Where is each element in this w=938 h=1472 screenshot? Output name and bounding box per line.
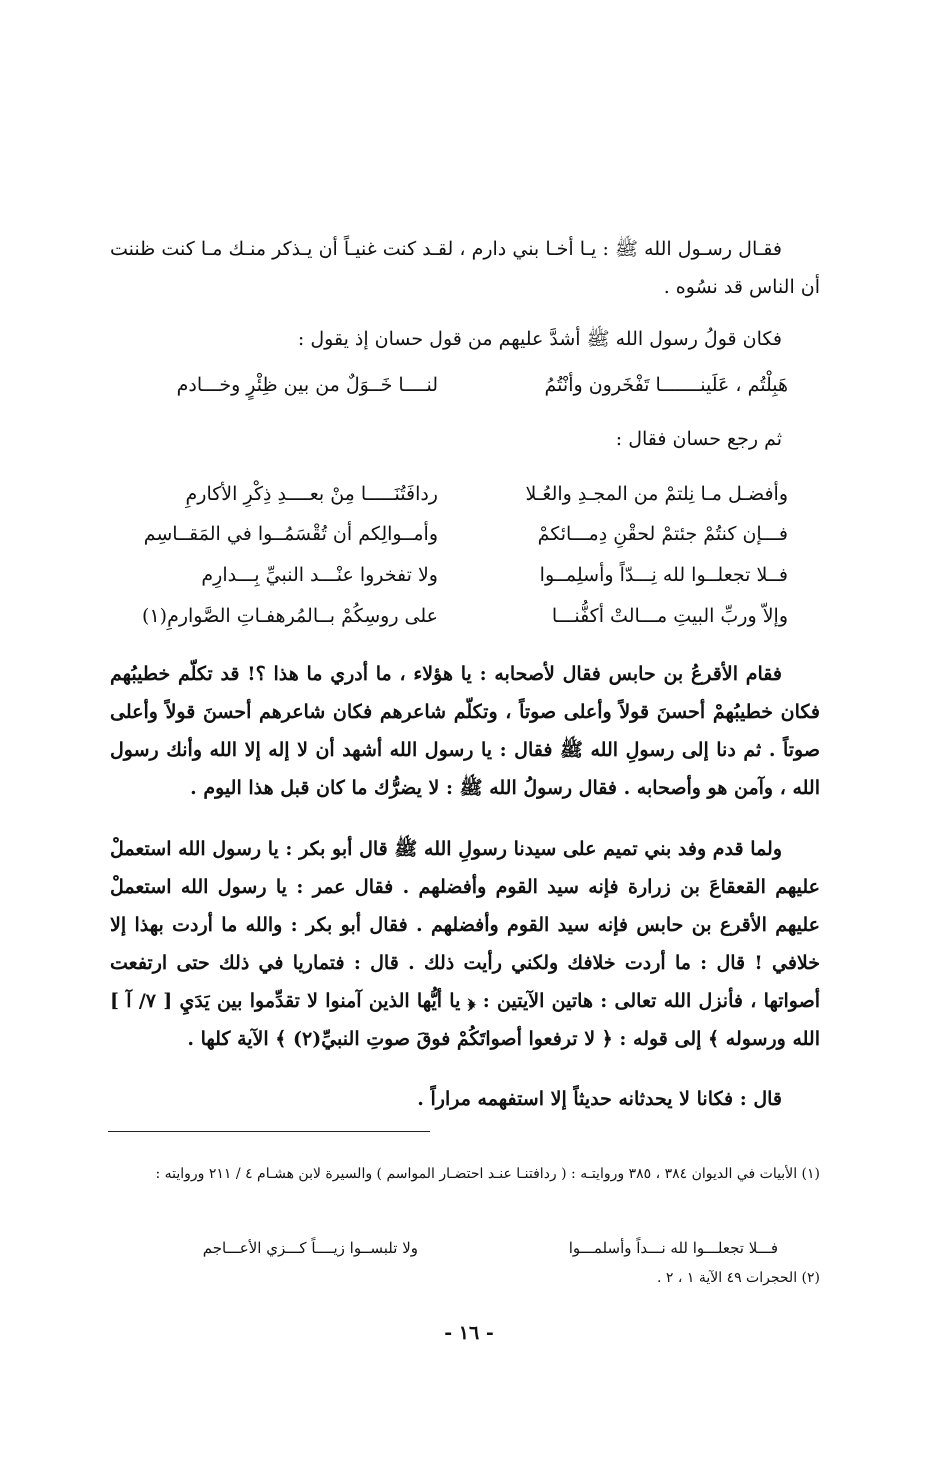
verse-first-hemistich: فــلا تجعلــوا لله نِـــدّاً وأسلِمــوا [539,564,788,586]
footnote-verse-line [158,1234,778,1262]
verse-line [138,475,788,513]
paragraph-closing: قال : فكانا لا يحدثانه حديثاً إلا استفهمه مراراً . [417,1088,782,1110]
verse-first-hemistich: فـــإن كنتُمْ جئتمْ لحقْنِ دِمـــائكمْ [537,523,788,545]
verse-first-hemistich: وأفضـل مـا نِلتمْ من المجـدِ والعُـلا [525,483,788,505]
verse-first-hemistich: فـــلا تجعلـــوا لله نـــداً وأسلمـــوا [568,1239,778,1257]
verse-second-hemistich: ولا تفخروا عنْـــد النبيِّ بِـــدارِم [201,564,438,586]
verse-second-hemistich: وأمــوالِكم أن تُقْسَمُــوا في المَقــاسِم [143,523,438,545]
verse-line [138,556,788,594]
footnote-2: (٢) الحجرات ٤٩ الآية ١ ، ٢ . [656,1270,820,1286]
paragraph-prophet-reply: فقـال رسـول الله ﷺ : يـا أخـا بني دارم ، لقـد كنت غنيـاً أن يـذكر منـك مـا كنت ظننت أن الناس قد نسُوه . [110,238,820,298]
verse-second-hemistich: لنــــا خَــوَلٌ من بين ظِئْرٍ وخـــادم [176,374,438,396]
footnote-separator [108,1131,430,1132]
paragraph-aqra-speech: فقام الأقرعُ بن حابس فقال لأصحابه : يا هؤلاء ، ما أدري ما هذا ؟! قد تكلّم خطيبُهم فكان خطيبُهمْ أحسنَ قولاً وأعلى صوتاً ، وتكلّم شاعرهم فكان شاعرهم أحسنَ قولاً وأعلى صوتاً . ثم دنا إلى رسولِ الله ﷺ فقال : يا رسول الله أشهد أن لا إله إلا الله وأنك رسول الله ، وآمن هو وأصحابه . فقال رسولُ الله ﷺ : لا يضرُّك ما كان قبل هذا اليوم . [110,663,820,799]
footnote-1: (١) الأبيات في الديوان ٣٨٤ ، ٣٨٥ وروايتـه : ( ردافتنـا عنـد احتضـار المواسم ) والسيرة لابن هشـام ٤ / ٢١١ وروايته : [155,1166,820,1182]
verse-line [138,597,788,635]
paragraph-tamim-delegation: ولما قدم وفد بني تميم على سيدنا رسولِ الله ﷺ قال أبو بكر : يا رسول الله استعملْ عليهم القعقاعَ بن زرارة فإنه سيد القوم وأفضلهم . فقال عمر : يا رسول الله استعملْ عليهم الأقرع بن حابس فإنه سيد القوم وأفضلهم . فقال أبو بكر : والله ما أردت بهذا إلا خلافي ! قال : ما أردت خلافك ولكني رأيت ذلك . قال : فتماريا في ذلك حتى ارتفعت أصواتها ، فأنزل الله تعالى : هاتين الآيتين : ﴿ يا أيُّها الذين آمنوا لا تقدِّموا بين يَدَيِ [ ٧/ آ ] الله ورسوله ﴾ إلى قوله : ﴿ لا ترفعوا أصواتَكُمْ فوقَ صوتِ النبيِّ(٢) ﴾ الآية كلها . [110,838,821,1050]
verse-second-hemistich: ولا تلبســوا زيــــاً كـــزي الأعـــاجم [202,1239,418,1257]
verse-second-hemistich: ردافَتُنَـــــا مِنْ بعــــدِ ذِكْرِ الأكارمِ [185,483,438,505]
verse-line [138,515,788,553]
page-number: - ١٦ - [444,1322,494,1344]
paragraph-hassan-return: ثم رجع حسان فقال : [615,428,782,450]
paragraph-hassan-intro: فكان قولُ رسول الله ﷺ أشدَّ عليهم من قول حسان إذ يقول : [297,328,782,350]
verse-second-hemistich: على روسِكُمْ بــالمُرهفـاتِ الصَّوارمِ(١) [142,605,438,627]
verse-line [138,366,788,404]
verse-first-hemistich: وإلاّ وربِّ البيتِ مـــالتْ أكفُّنـــا [551,605,788,627]
verse-first-hemistich: هَبِلْتُم ، عَلَينـــــــا تَفْخَرون وأنْتُمُ [544,374,788,396]
